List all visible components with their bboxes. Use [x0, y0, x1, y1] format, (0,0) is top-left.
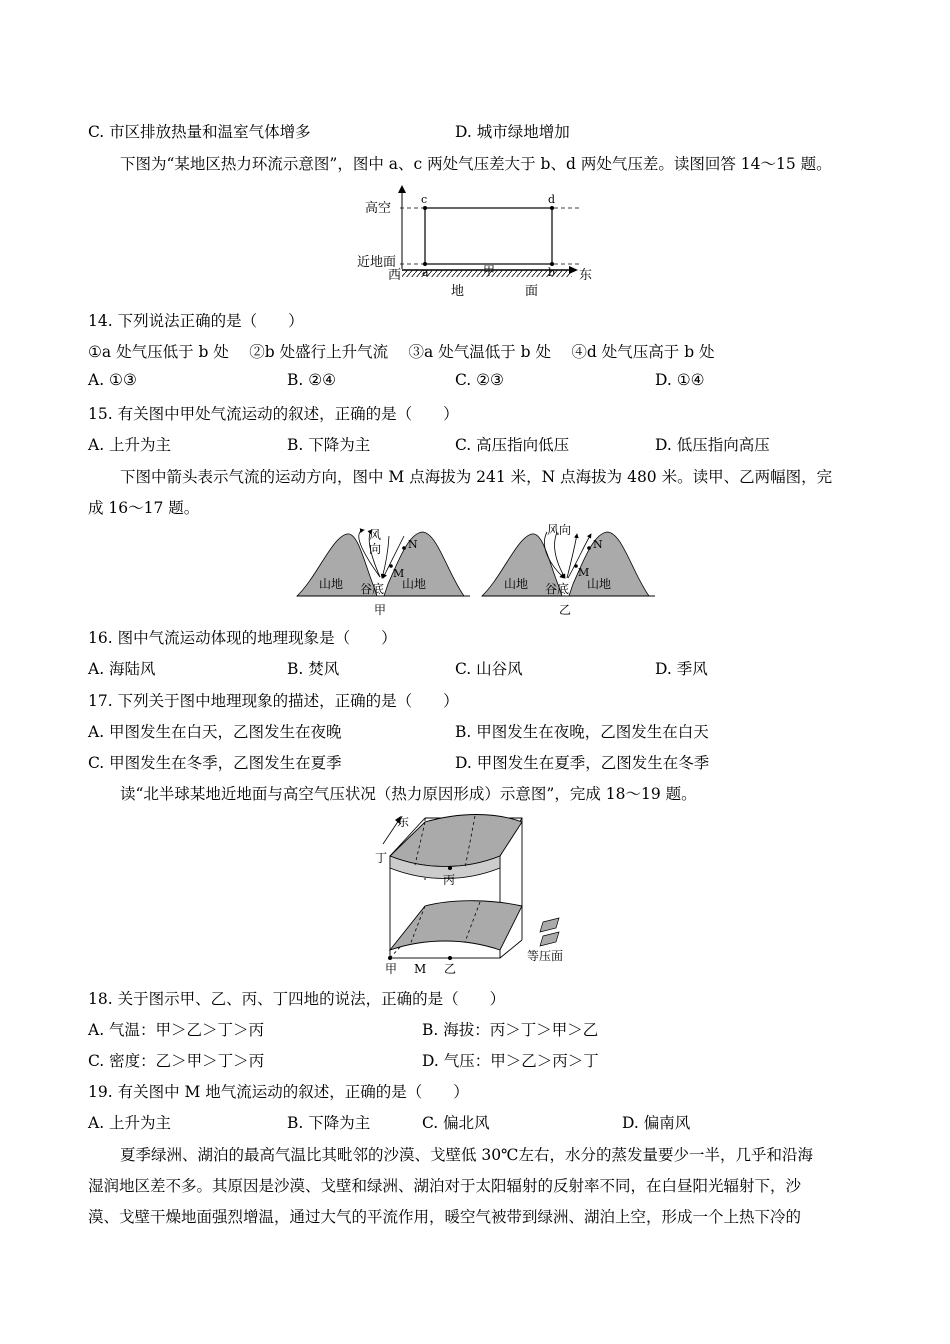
- label-mian: 面: [525, 284, 539, 299]
- intro-16-17-line2: 成 16～17 题。: [88, 499, 200, 517]
- q15-stem: 15. 有关图中甲处气流运动的叙述，正确的是（ ）: [88, 405, 459, 423]
- q14-option-d: D. ①④: [655, 371, 705, 389]
- circulation-rectangle: [425, 208, 552, 264]
- legend-isobar-icon-bottom: [540, 932, 559, 946]
- label-ding: 丁: [375, 851, 388, 865]
- label-yi: 乙: [444, 962, 457, 976]
- point-c: [423, 206, 427, 210]
- label-xiang-jia: 向: [369, 542, 382, 556]
- legend-isobar-icon-top: [540, 918, 559, 932]
- label-feng-jia: 风: [369, 528, 382, 542]
- q19-option-d: D. 偏南风: [622, 1114, 691, 1132]
- point-d: [550, 206, 554, 210]
- q15-option-c: C. 高压指向低压: [455, 436, 570, 454]
- panel-jia: [297, 528, 470, 617]
- figure-thermal-circulation: [355, 183, 595, 301]
- q14-stem: 14. 下列说法正确的是（ ）: [88, 312, 304, 330]
- q15-option-a: A. 上升为主: [88, 436, 172, 454]
- q19-option-b: B. 下降为主: [287, 1114, 371, 1132]
- q14-option-b: B. ②④: [287, 371, 337, 389]
- label-shandi-left-jia: 山地: [319, 577, 344, 591]
- q13-option-c: C. 市区排放热量和温室气体增多: [88, 123, 311, 141]
- q17-option-c: C. 甲图发生在冬季，乙图发生在夏季: [88, 754, 342, 772]
- q18-stem: 18. 关于图示甲、乙、丙、丁四地的说法，正确的是（ ）: [88, 990, 506, 1008]
- label-m-jia: M: [393, 567, 405, 580]
- figure-mountain-valley: [292, 522, 662, 620]
- label-jindimian: 近地面: [357, 255, 397, 270]
- label-gudi-jia: 谷底: [360, 582, 385, 596]
- label-yi: 乙: [559, 603, 572, 617]
- y-axis-arrow: [398, 185, 406, 193]
- label-gudi-yi: 谷底: [545, 582, 570, 596]
- intro-16-17-line1: 下图中箭头表示气流的运动方向，图中 M 点海拔为 241 米，N 点海拔为 480 米。读甲、乙两幅图，完: [120, 468, 833, 486]
- intro-18-19: 读“北半球某地近地面与高空气压状况（热力原因形成）示意图”，完成 18～19 题。: [120, 785, 697, 803]
- label-west: 西: [388, 268, 402, 283]
- q17-option-a: A. 甲图发生在白天，乙图发生在夜晚: [88, 723, 342, 741]
- label-c: c: [421, 193, 428, 206]
- figure-isobar-cube: [365, 810, 585, 978]
- q17-option-b: B. 甲图发生在夜晚，乙图发生在白天: [455, 723, 709, 741]
- q19-option-c: C. 偏北风: [422, 1114, 490, 1132]
- label-d: d: [548, 193, 556, 206]
- point-bing: [448, 866, 452, 870]
- label-fengxiang-yi: 风向: [547, 523, 572, 537]
- upper-isobaric-surface: [390, 815, 522, 867]
- passage-line1: 夏季绿洲、湖泊的最高气温比其毗邻的沙漠、戈壁低 30℃左右，水分的蒸发量要少一半，几乎和沿海: [120, 1146, 813, 1164]
- label-di: 地: [451, 284, 465, 299]
- label-bing: 丙: [443, 873, 456, 887]
- q17-stem: 17. 下列关于图中地理现象的描述，正确的是（ ）: [88, 692, 459, 710]
- q16-option-d: D. 季风: [655, 660, 708, 678]
- passage-line3: 漠、戈壁干燥地面强烈增温，通过大气的平流作用，暖空气被带到绿洲、湖泊上空，形成一个上热下冷的: [88, 1208, 802, 1226]
- label-shandi-left-yi: 山地: [504, 577, 529, 591]
- q14-option-a: A. ①③: [88, 371, 137, 389]
- q16-option-b: B. 焚风: [287, 660, 340, 678]
- q14-option-c: C. ②③: [455, 371, 504, 389]
- ground-hatch: [402, 270, 572, 277]
- point-n-yi: [587, 546, 591, 550]
- q18-option-c: C. 密度：乙＞甲＞丁＞丙: [88, 1052, 265, 1070]
- q18-option-a: A. 气温：甲＞乙＞丁＞丙: [88, 1021, 265, 1039]
- label-jia: 甲: [385, 962, 398, 976]
- q18-option-d: D. 气压：甲＞乙＞丙＞丁: [422, 1052, 599, 1070]
- point-yi: [448, 956, 452, 960]
- q19-option-a: A. 上升为主: [88, 1114, 172, 1132]
- q15-option-d: D. 低压指向高压: [655, 436, 770, 454]
- q18-option-b: B. 海拔：丙＞丁＞甲＞乙: [422, 1021, 599, 1039]
- label-n-yi: N: [593, 538, 603, 551]
- label-shandi-right-jia: 山地: [402, 577, 427, 591]
- label-dengyamian: 等压面: [527, 949, 564, 963]
- label-gaokong: 高空: [365, 201, 392, 216]
- label-shandi-right-yi: 山地: [587, 577, 612, 591]
- label-m: M: [414, 962, 427, 976]
- point-n-jia: [402, 546, 406, 550]
- q14-statements: ①a 处气压低于 b 处 ②b 处盛行上升气流 ③a 处气温低于 b 处 ④d 处气压高于 b 处: [88, 343, 715, 361]
- x-axis-arrow: [569, 266, 578, 274]
- q16-option-a: A. 海陆风: [88, 660, 156, 678]
- arrow-yi-2: [555, 532, 565, 578]
- intro-14-15: 下图为“某地区热力环流示意图”，图中 a、c 两处气压差大于 b、d 两处气压差。读图回答 14～15 题。: [120, 155, 832, 173]
- label-east: 东: [579, 268, 593, 283]
- label-n-jia: N: [408, 538, 418, 551]
- q17-option-d: D. 甲图发生在夏季，乙图发生在冬季: [455, 754, 710, 772]
- panel-yi: [482, 523, 655, 617]
- passage-line2: 湿润地区差不多。其原因是沙漠、戈壁和绿洲、湖泊对于太阳辐射的反射率不同，在白昼阳光辐射下，沙: [88, 1177, 802, 1195]
- q19-stem: 19. 有关图中 M 地气流运动的叙述，正确的是（ ）: [88, 1083, 469, 1101]
- q16-option-c: C. 山谷风: [455, 660, 523, 678]
- q13-option-d: D. 城市绿地增加: [455, 123, 570, 141]
- q16-stem: 16. 图中气流运动体现的地理现象是（ ）: [88, 629, 397, 647]
- q15-option-b: B. 下降为主: [287, 436, 371, 454]
- point-jia: [388, 956, 392, 960]
- lower-isobaric-surface: [390, 901, 522, 950]
- arrow-jia-3: [382, 536, 389, 578]
- label-dong: 东: [397, 815, 410, 829]
- label-jia: 甲: [374, 603, 387, 617]
- label-m-yi: M: [578, 566, 590, 579]
